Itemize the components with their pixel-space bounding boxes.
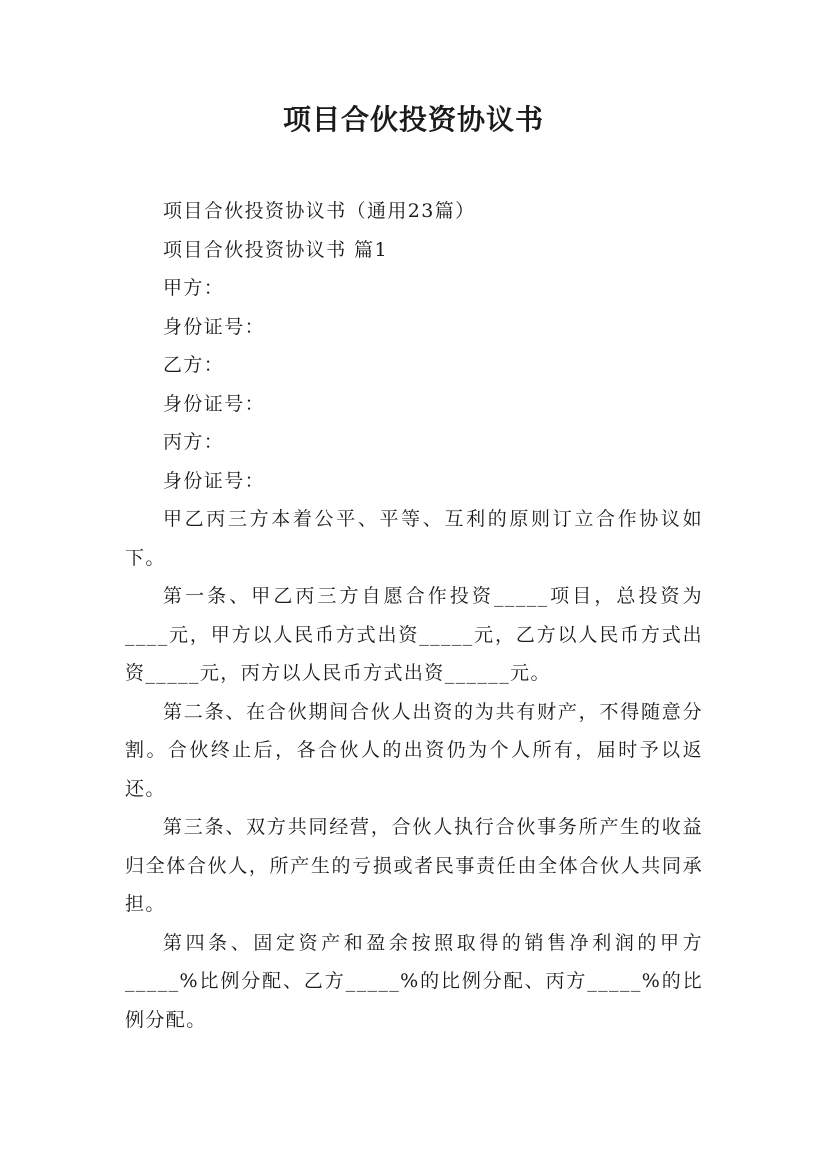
paragraph-party-c: 丙方： — [163, 431, 225, 453]
paragraph-party-c-id: 身份证号： — [163, 469, 266, 492]
paragraph-preamble: 甲乙丙三方本着公平、平等、互利的原则订立合作协议如下。 — [125, 508, 703, 569]
paragraph-party-a-id: 身份证号： — [163, 315, 266, 338]
paragraph-party-b: 乙方： — [163, 354, 225, 376]
paragraph-article-4: 第四条、固定资产和盈余按照取得的销售净利润的甲方_____%比例分配、乙方_____%的比例分配、丙方_____%的比例分配。 — [125, 931, 703, 1031]
paragraph-party-a: 甲方： — [163, 277, 225, 299]
document-title: 项目合伙投资协议书 — [282, 103, 544, 136]
paragraph-article-1: 第一条、甲乙丙三方自愿合作投资_____项目，总投资为____元，甲方以人民币方式出资_____元，乙方以人民币方式出资_____元，丙方以人民币方式出资______元。 — [125, 585, 703, 684]
paragraph-collection-title: 项目合伙投资协议书（通用23篇） — [163, 200, 476, 222]
paragraph-article-3: 第三条、双方共同经营，合伙人执行合伙事务所产生的收益归全体合伙人，所产生的亏损或者民事责任由全体合伙人共同承担。 — [125, 816, 703, 915]
paragraph-section-heading: 项目合伙投资协议书 篇1 — [163, 238, 388, 261]
paragraph-article-2: 第二条、在合伙期间合伙人出资的为共有财产，不得随意分割。合伙终止后，各合伙人的出资仍为个人所有，届时予以返还。 — [125, 700, 703, 800]
document-body — [125, 192, 703, 1039]
paragraph-party-b-id: 身份证号： — [163, 392, 266, 415]
